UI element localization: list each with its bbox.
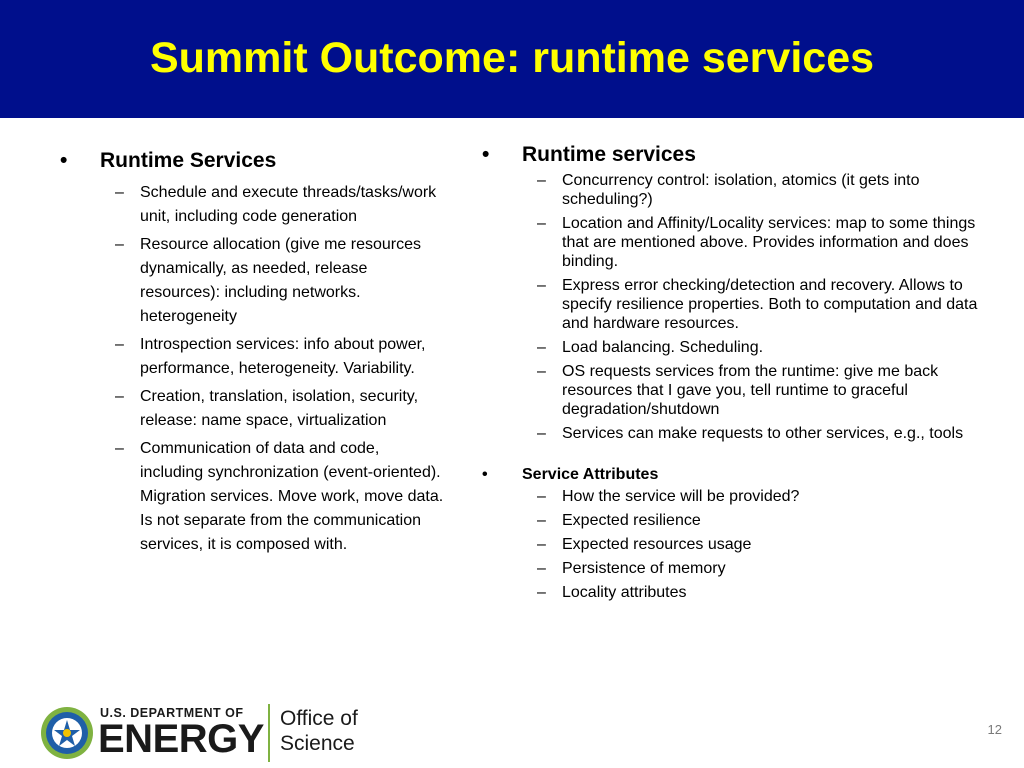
list-item: – Expected resources usage [537,536,752,553]
dash-icon: – [537,339,546,356]
doe-dept-line: U.S. DEPARTMENT OF [100,706,244,720]
list-item: – Persistence of memory [537,560,726,577]
right-heading [482,139,1002,171]
dash-icon: – [115,184,124,201]
right-column [482,139,1002,607]
list-item: – Introspection services: info about power, performance, heterogeneity. Variability. [115,333,445,381]
dash-icon: – [537,172,546,189]
left-sub-list [115,181,445,557]
list-item: – Load balancing. Scheduling. [537,339,764,356]
left-column [60,145,445,561]
page-number: 12 [987,722,1002,737]
title-banner [0,0,1024,118]
dash-icon: – [537,277,546,294]
slide-title: Summit Outcome: runtime services [149,34,875,82]
bullet-icon: • [482,466,488,483]
dash-icon: – [537,425,546,442]
right-sub-list [537,171,1002,443]
doe-energy-wordmark: ENERGY [98,717,264,761]
dash-icon: – [537,215,546,232]
list-item: – Locality attributes [537,584,687,601]
dash-icon: – [115,388,124,405]
service-attributes-list [537,487,1002,602]
service-attributes-heading-text: Service Attributes [522,466,659,483]
list-item: – Location and Affinity/Locality services: map to some things that are mentioned above. Provides information and does binding. [537,215,976,270]
left-heading-text: Runtime Services [100,149,277,172]
dash-icon: – [115,336,124,353]
list-item: – Concurrency control: isolation, atomics (it gets into scheduling?) [537,172,920,208]
list-item: – How the service will be provided? [537,488,800,505]
right-heading-text: Runtime services [522,143,696,166]
doe-seal-icon [40,706,94,760]
bullet-icon: • [482,143,490,166]
list-item: – Creation, translation, isolation, security, release: name space, virtualization [115,385,445,433]
dash-icon: – [537,363,546,380]
list-item: – Express error checking/detection and recovery. Allows to specify resilience properties. Both to computation and data and hardware resources. [537,277,978,332]
doe-office-of-science-logo [40,704,370,762]
list-item: – Expected resilience [537,512,701,529]
logo-separator [268,704,270,762]
dash-icon: – [537,560,546,577]
list-item: – Communication of data and code, including synchronization (event-oriented). Migration services. Move work, move data. Is not separate from the communication services, it is composed with. [115,437,445,557]
dash-icon: – [115,440,124,457]
dash-icon: – [537,536,546,553]
list-item: – Services can make requests to other services, e.g., tools [537,425,964,442]
dash-icon: – [537,488,546,505]
bullet-icon: • [60,149,68,172]
service-attributes-heading [482,463,1002,487]
list-item: – Resource allocation (give me resources dynamically, as needed, release resources): including networks. heterogeneity [115,233,445,329]
list-item: – OS requests services from the runtime: give me back resources that I gave you, tell runtime to graceful degradation/shutdown [537,363,939,418]
dash-icon: – [537,512,546,529]
dash-icon: – [537,584,546,601]
dash-icon: – [115,236,124,253]
left-heading [60,145,445,177]
list-item: – Schedule and execute threads/tasks/work unit, including code generation [115,181,445,229]
office-of-science-text: Office of Science [280,707,358,755]
